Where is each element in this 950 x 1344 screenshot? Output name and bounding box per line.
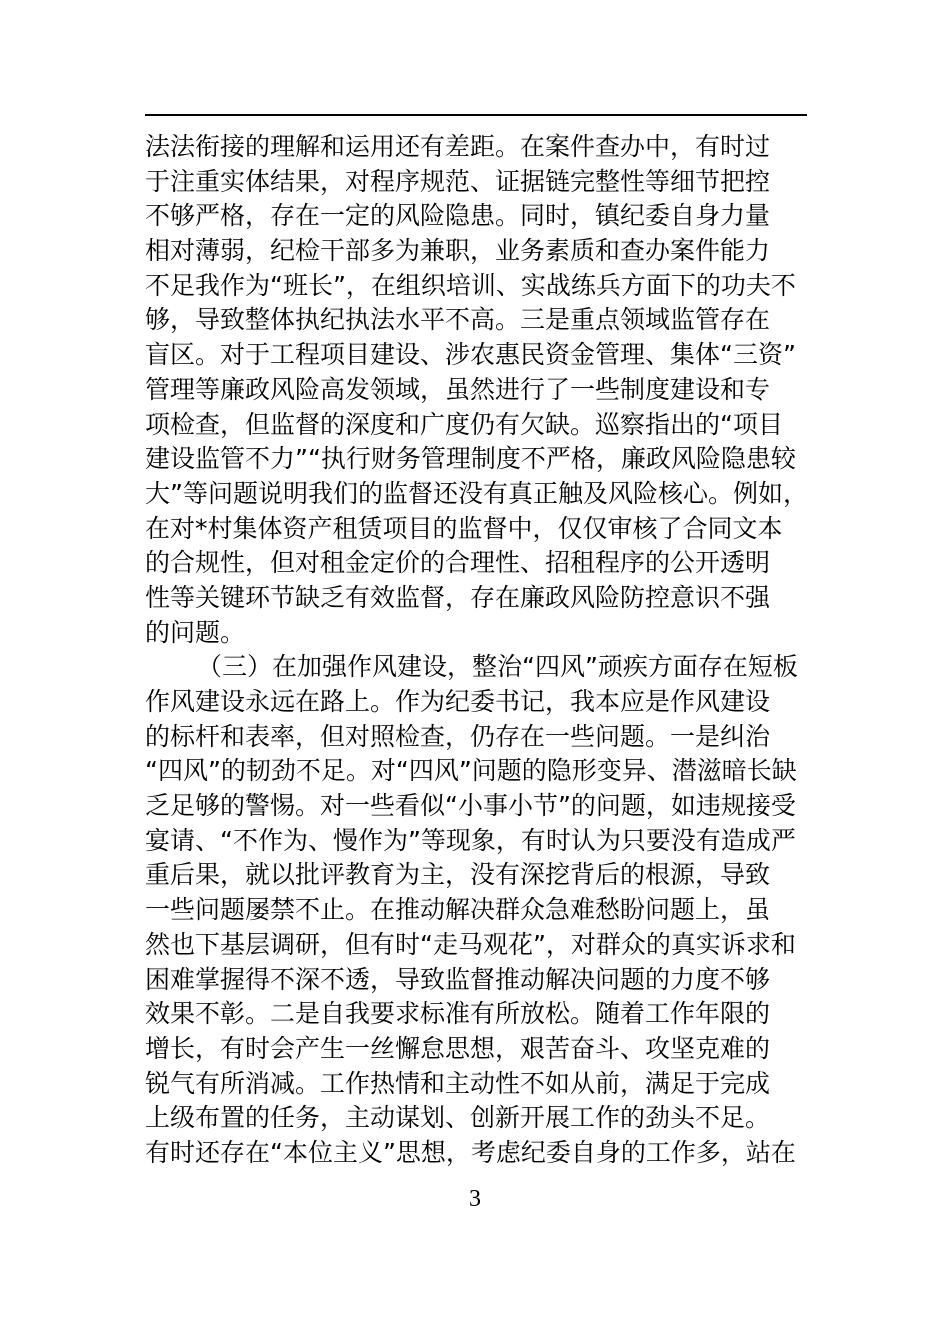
text-line: 项检查，但监督的深度和广度仍有欠缺。巡察指出的“项目 — [145, 409, 783, 439]
text-line: 相对薄弱，纪检干部多为兼职，业务素质和查办案件能力 — [145, 236, 771, 266]
text-line: 有时还存在“本位主义”思想，考虑纪委自身的工作多，站在 — [145, 1137, 796, 1167]
text-line: 乏足够的警惕。对一些看似“小事小节”的问题，如违规接受 — [145, 791, 796, 821]
text-line: 大”等问题说明我们的监督还没有真正触及风险核心。例如， — [145, 478, 808, 508]
text-line: 增长，有时会产生一丝懈怠思想，艰苦奋斗、攻坚克难的 — [145, 1033, 771, 1063]
header-rule — [145, 114, 807, 116]
document-body — [145, 130, 845, 1171]
text-line: 效果不彰。二是自我要求标准有所放松。随着工作年限的 — [145, 999, 771, 1029]
section-heading: （三）在加强作风建设，整治“四风”顽疾方面存在短板 — [197, 652, 798, 682]
text-line: “四风”的韧劲不足。对“四风”问题的隐形变异、潜滋暗长缺 — [145, 756, 797, 786]
text-line: 在对*村集体资产租赁项目的监督中，仅仅审核了合同文本 — [145, 513, 783, 543]
text-line: 性等关键环节缺乏有效监督，存在廉政风险防控意识不强 — [145, 582, 771, 612]
text-line: 于注重实体结果，对程序规范、证据链完整性等细节把控 — [145, 166, 771, 196]
text-line: 作风建设永远在路上。作为纪委书记，我本应是作风建设 — [145, 687, 771, 716]
text-line: 的问题。 — [145, 617, 246, 647]
text-line: 锐气有所消减。工作热情和主动性不如从前，满足于完成 — [145, 1068, 771, 1098]
text-line: 法法衔接的理解和运用还有差距。在案件查办中，有时过 — [145, 132, 771, 161]
text-line: 不够严格，存在一定的风险隐患。同时，镇纪委自身力量 — [145, 201, 771, 231]
text-line: 困难掌握得不深不透，导致监督推动解决问题的力度不够 — [145, 964, 771, 994]
text-line: 宴请、“不作为、慢作为”等现象，有时认为只要没有造成严 — [145, 825, 796, 855]
text-line: 上级布置的任务，主动谋划、创新开展工作的劲头不足。 — [145, 1103, 771, 1133]
text-line: 够，导致整体执纪执法水平不高。三是重点领域监管存在 — [145, 305, 771, 335]
text-line: 建设监管不力”“执行财务管理制度不严格，廉政风险隐患较 — [145, 444, 796, 474]
text-line: 然也下基层调研，但有时“走马观花”，对群众的真实诉求和 — [145, 929, 796, 959]
text-line: 管理等廉政风险高发领域，虽然进行了一些制度建设和专 — [145, 374, 771, 404]
text-line: 重后果，就以批评教育为主，没有深挖背后的根源，导致 — [145, 860, 771, 890]
text-line: 的合规性，但对租金定价的合理性、招租程序的公开透明 — [145, 548, 771, 578]
text-line: 盲区。对于工程项目建设、涉农惠民资金管理、集体“三资” — [145, 340, 796, 370]
text-line: 不足我作为“班长”，在组织培训、实战练兵方面下的功夫不 — [145, 270, 796, 300]
text-line: 的标杆和表率，但对照检查，仍存在一些问题。一是纠治 — [145, 721, 771, 751]
text-line: 一些问题屡禁不止。在推动解决群众急难愁盼问题上，虽 — [145, 895, 771, 925]
page-number: 3 — [469, 1186, 481, 1212]
